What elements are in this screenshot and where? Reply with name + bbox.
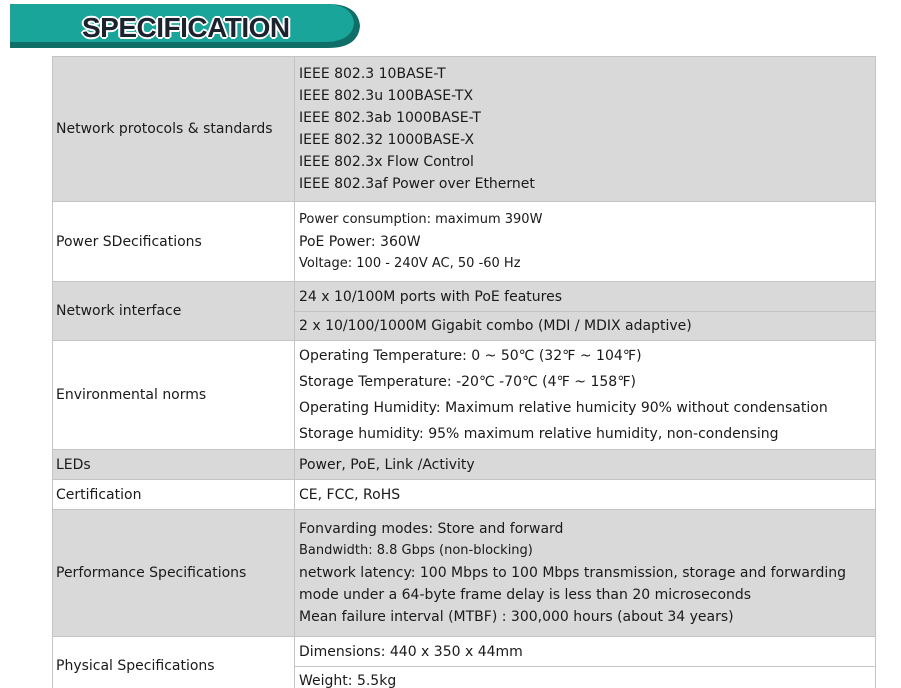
row-label: Certification bbox=[53, 480, 295, 510]
table-row bbox=[53, 202, 876, 282]
value-line: Power consumption: maximum 390W bbox=[299, 211, 543, 227]
table-row bbox=[53, 341, 876, 450]
value-line: Storage humidity: 95% maximum relative humidity, non-condensing bbox=[299, 426, 779, 442]
table-row bbox=[53, 480, 876, 510]
value-line: 2 x 10/100/1000M Gigabit combo (MDI / MDIX adaptive) bbox=[295, 311, 875, 340]
row-value: CE, FCC, RoHS bbox=[295, 480, 876, 510]
spec-banner bbox=[10, 4, 362, 48]
value-line: Weight: 5.5kg bbox=[295, 666, 875, 688]
table-row bbox=[53, 57, 876, 202]
value-line: IEEE 802.32 1000BASE-X bbox=[299, 132, 475, 148]
row-value bbox=[295, 282, 876, 341]
table-row bbox=[53, 450, 876, 480]
table-row bbox=[53, 282, 876, 341]
table-row bbox=[53, 510, 876, 637]
value-line: Dimensions: 440 x 350 x 44mm bbox=[299, 643, 523, 660]
row-label: Power SDecifications bbox=[53, 202, 295, 282]
page-title: SPECIFICATION bbox=[82, 12, 290, 43]
value-line: Voltage: 100 - 240V AC, 50 -60 Hz bbox=[299, 255, 521, 271]
row-label: Network protocols & standards bbox=[53, 57, 295, 202]
value-line: Fonvarding modes: Store and forward bbox=[299, 521, 564, 537]
value-line: Mean failure interval (MTBF) : 300,000 hours (about 34 years) bbox=[299, 609, 734, 625]
row-label: Network interface bbox=[53, 282, 295, 341]
value-line: IEEE 802.3x Flow Control bbox=[299, 154, 474, 170]
value-line: Storage Temperature: -20℃ -70℃ (4℉ ~ 158℉) bbox=[299, 374, 636, 390]
row-value: Power, PoE, Link /Activity bbox=[295, 450, 876, 480]
row-label: Physical Specifications bbox=[53, 637, 295, 688]
value-line: PoE Power: 360W bbox=[299, 233, 421, 250]
value-line: network latency: 100 Mbps to 100 Mbps transmission, storage and forwarding bbox=[299, 565, 847, 581]
table-row bbox=[53, 637, 876, 688]
row-value bbox=[295, 202, 876, 282]
row-label: Environmental norms bbox=[53, 341, 295, 450]
value-line: mode under a 64-byte frame delay is less than 20 microseconds bbox=[299, 587, 752, 603]
row-value bbox=[295, 341, 876, 450]
value-line: 24 x 10/100M ports with PoE features bbox=[299, 288, 563, 305]
row-label: Performance Specifications bbox=[53, 510, 295, 637]
value-line: IEEE 802.3u 100BASE-TX bbox=[299, 88, 474, 104]
value-line: Operating Humidity: Maximum relative humicity 90% without condensation bbox=[299, 400, 828, 416]
value-line: IEEE 802.3 10BASE-T bbox=[299, 66, 446, 82]
value-line: IEEE 802.3ab 1000BASE-T bbox=[299, 110, 481, 126]
row-label: LEDs bbox=[53, 450, 295, 480]
row-value bbox=[295, 510, 876, 637]
value-line: IEEE 802.3af Power over Ethernet bbox=[299, 176, 535, 192]
row-value bbox=[295, 57, 876, 202]
specification-table bbox=[52, 56, 876, 688]
value-line: Operating Temperature: 0 ~ 50℃ (32℉ ~ 104℉) bbox=[299, 348, 642, 364]
value-line: Bandwidth: 8.8 Gbps (non-blocking) bbox=[299, 543, 533, 558]
row-value bbox=[295, 637, 876, 688]
